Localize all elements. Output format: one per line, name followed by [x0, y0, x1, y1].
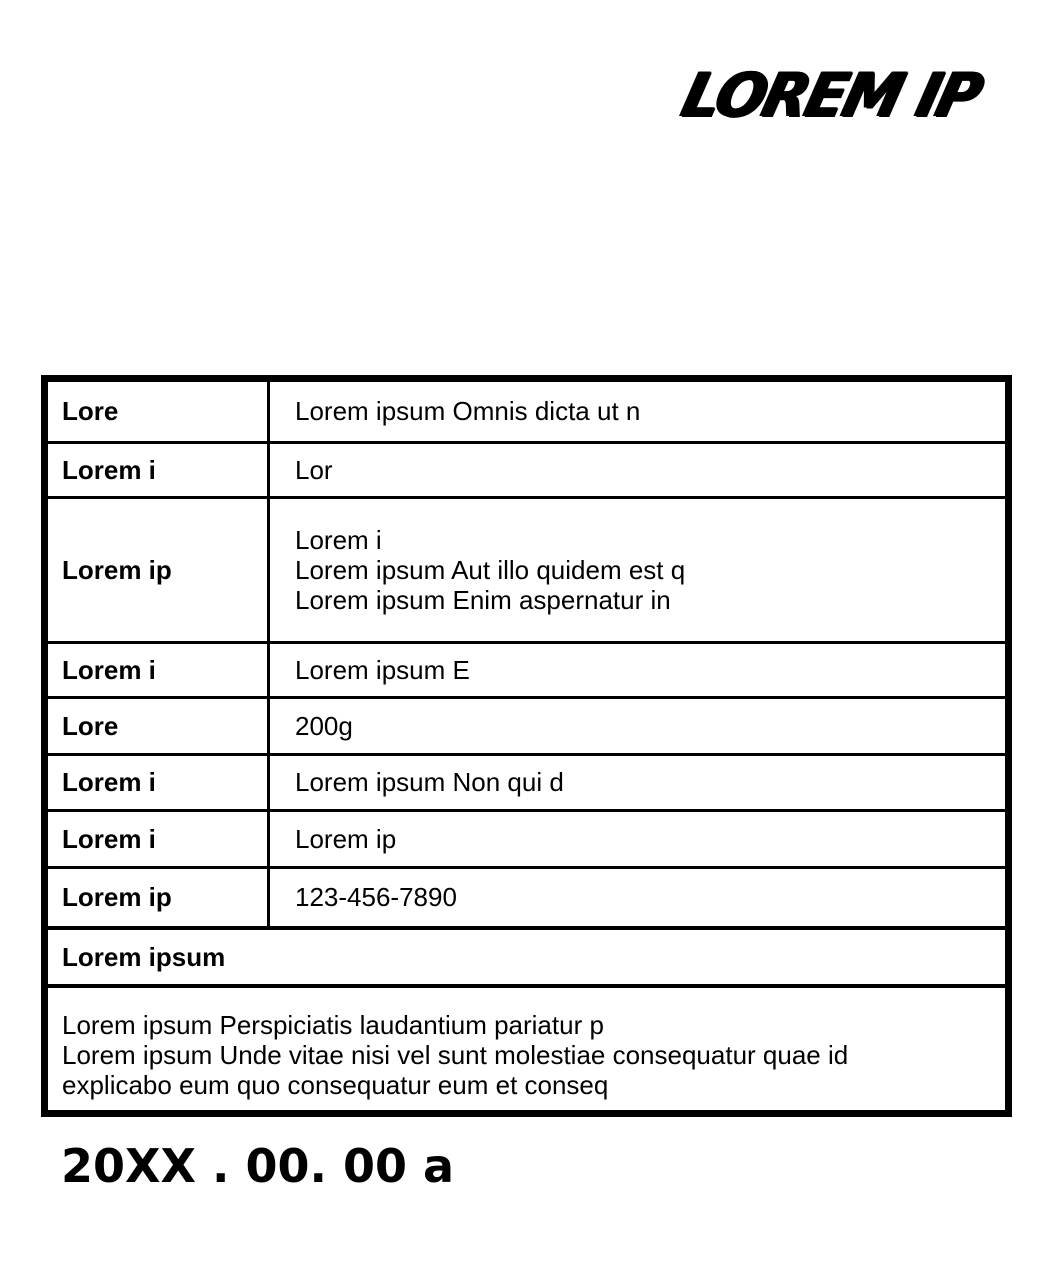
section-heading: Lorem ipsum — [62, 941, 226, 972]
row-value: Lor — [295, 454, 333, 485]
section-text-line: Lorem ipsum Unde vitae nisi vel sunt molestiae consequatur quae id — [62, 1040, 849, 1070]
row-value-line: Lorem ipsum Aut illo quidem est q — [295, 555, 686, 585]
row-value: 200g — [295, 710, 353, 741]
row-value: Lorem ipsum Non qui d — [295, 767, 564, 797]
section-text-row — [48, 988, 1005, 1110]
date-stamp: 20XX . 00. 00 a — [61, 1139, 455, 1193]
section-text-line: Lorem ipsum Perspiciatis laudantium pariatur p — [62, 1010, 604, 1040]
brand-logo: LOREM IP — [675, 59, 988, 131]
row-value: Lorem ipsum E — [295, 654, 470, 685]
row-label: Lorem ip — [48, 869, 270, 926]
row-value-line: Lorem ipsum Enim aspernatur in — [295, 585, 671, 615]
row-label: Lorem i — [48, 444, 270, 496]
row-label: Lorem i — [48, 644, 270, 696]
section-heading-row — [48, 930, 1005, 988]
row-value: Lorem ipsum Omnis dicta ut n — [295, 396, 641, 426]
table-row — [48, 382, 1005, 444]
table-row — [48, 812, 1005, 869]
table-row — [48, 699, 1005, 756]
row-label: Lore — [48, 382, 270, 441]
table-row — [48, 869, 1005, 930]
row-label: Lorem i — [48, 812, 270, 866]
spec-table — [41, 375, 1012, 1117]
table-row — [48, 499, 1005, 644]
row-value: Lorem ip — [295, 823, 397, 854]
row-label: Lore — [48, 699, 270, 753]
row-value-line: Lorem i — [295, 525, 382, 555]
table-row — [48, 756, 1005, 812]
row-value-phone: 123-456-7890 — [295, 882, 457, 912]
row-label: Lorem i — [48, 756, 270, 809]
table-row — [48, 444, 1005, 499]
row-value-multiline — [270, 499, 1005, 641]
section-text-line: explicabo eum quo consequatur eum et conseq — [62, 1070, 609, 1100]
row-label: Lorem ip — [48, 499, 270, 641]
table-row — [48, 644, 1005, 699]
section-text — [48, 988, 1005, 1110]
